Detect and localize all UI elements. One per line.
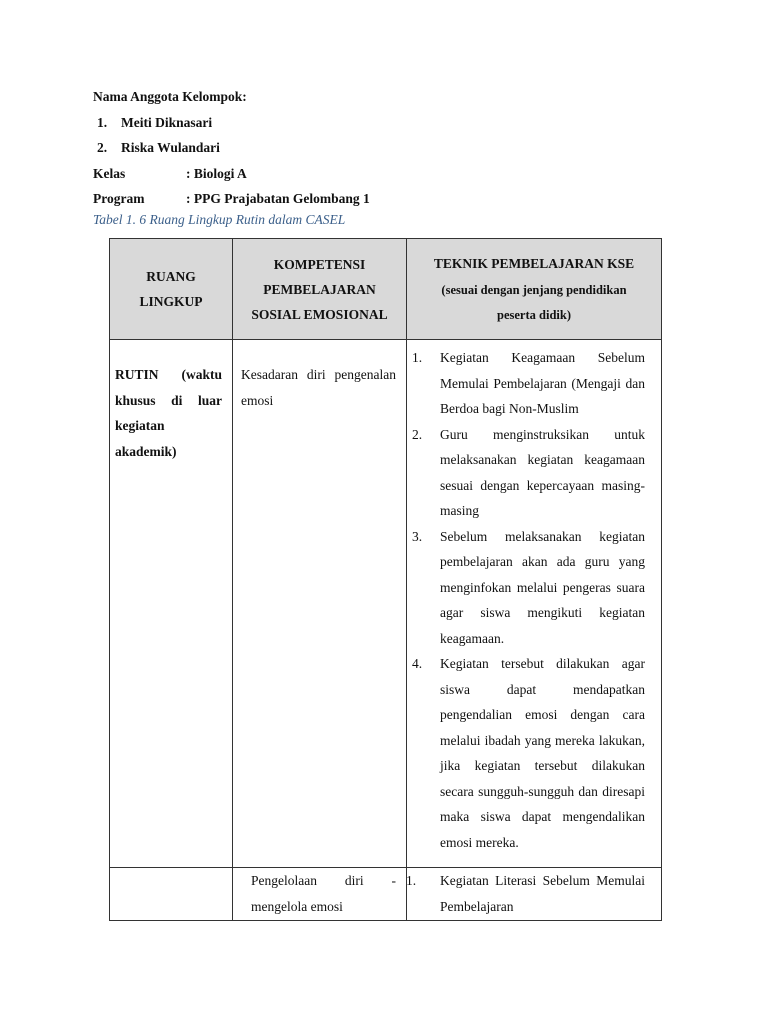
- list-item: 3. Sebelum melaksanakan kegiatan pembelajaran akan ada guru yang menginfokan melalui pengeras suara agar siswa mengikuti kegiatan keagamaan.: [412, 528, 645, 646]
- member-item: [93, 110, 370, 136]
- list-item: 2. Guru menginstruksikan untuk melaksanakan kegiatan keagamaan sesuai dengan kepercayaan masing-masing: [412, 426, 645, 518]
- header-technique: [407, 239, 662, 340]
- program-value: : PPG Prajabatan Gelombang 1: [186, 191, 370, 206]
- scope-cell: [110, 340, 233, 868]
- competency-text: Kesadaran diri pengenalan emosi: [241, 367, 396, 408]
- scope-text: RUTIN (waktu khusus di luar kegiatan akademik): [115, 367, 222, 459]
- table-header-row: [110, 239, 662, 340]
- header-technique-title: TEKNIK PEMBELAJARAN KSE: [433, 255, 635, 271]
- program-label: Program: [93, 191, 145, 206]
- competency-cell: [233, 868, 407, 921]
- class-value: : Biologi A: [186, 165, 247, 181]
- list-item: 4. Kegiatan tersebut dilakukan agar siswa dapat mendapatkan pengendalian emosi dengan cara melalui ibadah yang mereka lakukan, jika kegiatan tersebut dilakukan secara sungguh-sungguh dan diresapi maka siswa dapat mengendalikan emosi mereka.: [412, 656, 645, 850]
- technique-list: [407, 345, 651, 855]
- table-row: [110, 868, 662, 921]
- class-label: Kelas: [93, 165, 126, 181]
- scope-cell: [110, 868, 233, 921]
- member-number: 1.: [97, 114, 108, 130]
- technique-list: [407, 868, 651, 919]
- members-title: Nama Anggota Kelompok:: [93, 89, 247, 104]
- group-info: [93, 84, 370, 212]
- competency-cell: [233, 340, 407, 868]
- program-line: [93, 186, 370, 212]
- header-competency: KOMPETENSI PEMBELAJARAN SOSIAL EMOSIONAL: [233, 239, 407, 340]
- table-caption: Tabel 1. 6 Ruang Lingkup Rutin dalam CASEL: [93, 212, 346, 227]
- member-name: Meiti Diknasari: [121, 114, 213, 130]
- competency-text: Pengelolaan diri - mengelola emosi: [251, 873, 396, 914]
- member-name: Riska Wulandari: [121, 140, 220, 155]
- list-item: 1. Kegiatan Literasi Sebelum Memulai Pembelajaran: [406, 873, 645, 914]
- header-technique-subtitle: (sesuai dengan jenjang pendidikan peserta didik): [441, 282, 627, 322]
- header-scope: RUANG LINGKUP: [110, 239, 233, 340]
- technique-cell: [407, 868, 662, 921]
- class-line: [93, 161, 370, 187]
- table-row: [110, 340, 662, 868]
- casel-table: [109, 238, 662, 921]
- member-number: 2.: [97, 140, 108, 155]
- technique-cell: [407, 340, 662, 868]
- list-item: 1. Kegiatan Keagamaan Sebelum Memulai Pembelajaran (Mengaji dan Berdoa bagi Non-Muslim: [412, 350, 645, 416]
- member-item: [93, 135, 370, 161]
